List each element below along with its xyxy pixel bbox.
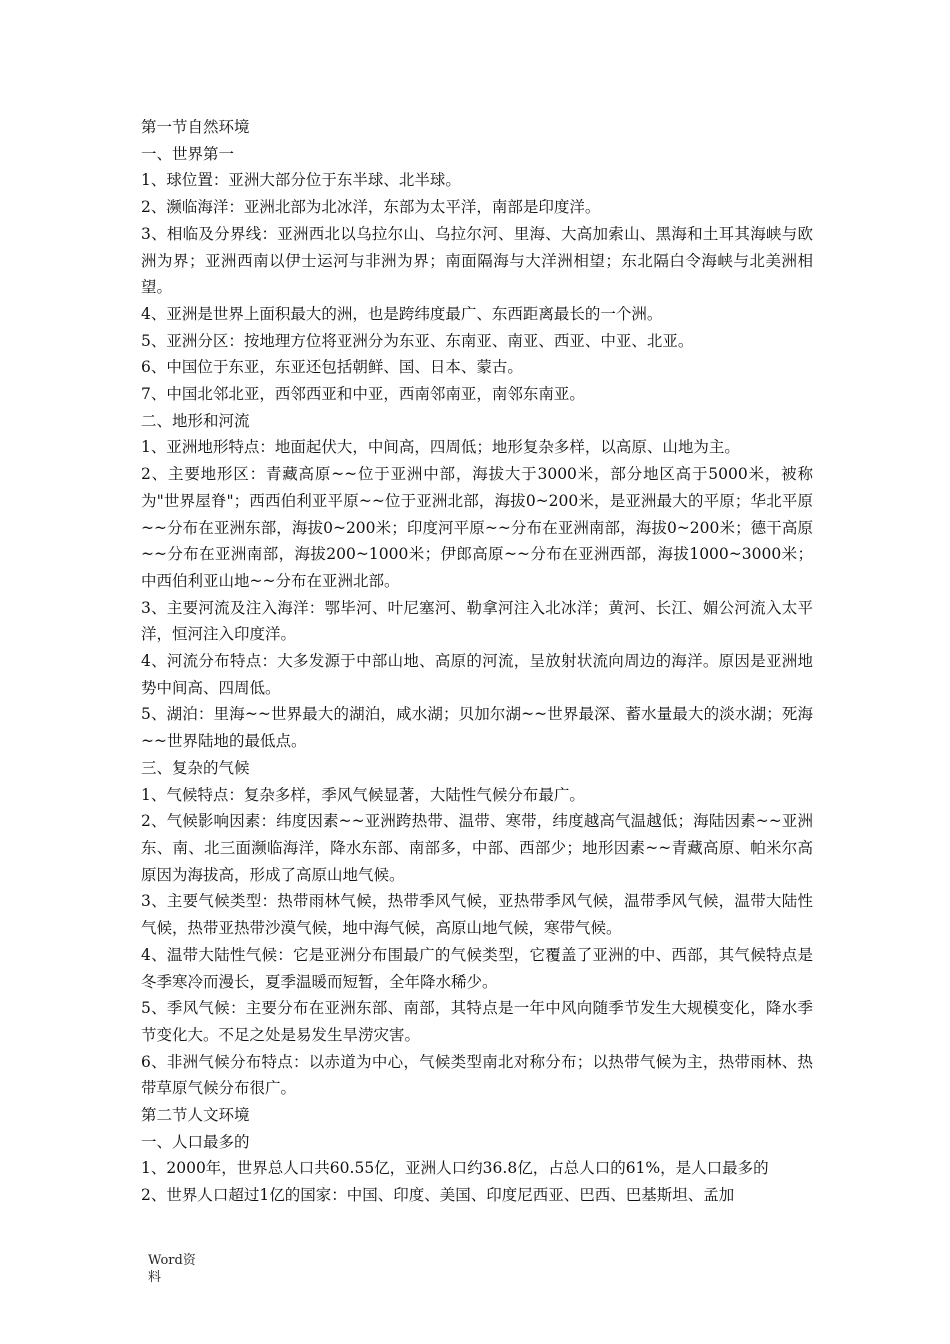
paragraph: 1、气候特点：复杂多样，季风气候显著，大陆性气候分布最广。 — [141, 785, 585, 804]
subsection-heading: 三、复杂的气候 — [141, 758, 250, 777]
paragraph: 5、季风气候：主要分布在亚洲东部、南部，其特点是一年中风向随季节发生大规模变化，降水季节变化大。不足之处是易发生旱涝灾害。 — [141, 999, 813, 1044]
paragraph: 3、主要河流及注入海洋：鄂毕河、叶尼塞河、勒拿河注入北冰洋；黄河、长江、媚公河流入太平洋，恒河注入印度洋。 — [141, 598, 813, 644]
paragraph: 6、中国位于东亚，东亚还包括朝鲜、国、日本、蒙古。 — [141, 358, 523, 377]
paragraph: 3、相临及分界线：亚洲西北以乌拉尔山、乌拉尔河、里海、大高加索山、黑海和土耳其海峡与欧洲为界；亚洲西南以伊士运河与非洲为界；南面隔海与大洋洲相望；东北隔白令海峡与北美洲相望。 — [141, 224, 813, 297]
paragraph: 1、2000年，世界总人口共60.55亿，亚洲人口约36.8亿，占总人口的61%，是人口最多的 — [141, 1159, 769, 1178]
section-title: 第一节自然环境 — [141, 118, 250, 136]
paragraph: 1、亚洲地形特点：地面起伏大，中间高，四周低；地形复杂多样，以高原、山地为主。 — [141, 438, 740, 457]
paragraph: 3、主要气候类型：热带雨林气候，热带季风气候，亚热带季风气候，温带季风气候，温带大陆性气候，热带亚热带沙漠气候，地中海气候，高原山地气候，寒带气候。 — [141, 892, 813, 938]
paragraph: 2、世界人口超过1亿的国家：中国、印度、美国、印度尼西亚、巴西、巴基斯坦、孟加 — [141, 1186, 735, 1205]
paragraph: 4、亚洲是世界上面积最大的洲，也是跨纬度最广、东西距离最长的一个洲。 — [141, 304, 663, 323]
document-body — [141, 114, 813, 1209]
section-title: 第二节人文环境 — [141, 1106, 250, 1125]
paragraph: 4、河流分布特点：大多发源于中部山地、高原的河流，呈放射状流向周边的海洋。原因是亚洲地势中间高、四周低。 — [141, 652, 813, 697]
subsection-heading: 一、人口最多的 — [141, 1132, 250, 1151]
paragraph: 6、非洲气候分布特点：以赤道为中心，气候类型南北对称分布；以热带气候为主，热带雨林、热带草原气候分布很广。 — [141, 1052, 813, 1098]
page-footer: Word资料 — [148, 1253, 196, 1285]
paragraph: 5、湖泊：里海~~世界最大的湖泊，咸水湖；贝加尔湖~~世界最深、蓄水量最大的淡水湖；死海~~世界陆地的最低点。 — [141, 705, 813, 751]
paragraph: 2、主要地形区：青藏高原~~位于亚洲中部，海拔大于3000米，部分地区高于5000米，被称为"世界屋脊"；西西伯利亚平原~~位于亚洲北部，海拔0~200米，是亚洲最大的平原；华北平原~~分布在亚洲东部，海拔0~200米；印度河平原~~分布在亚洲南部，海拔0~200米；德干高原~~分布在亚洲南部，海拔200~1000米；伊郎高原~~分布在亚洲西部，海拔1000~3000米；中西伯利亚山地~~分布在亚洲北部。 — [141, 465, 813, 590]
paragraph: 5、亚洲分区：按地理方位将亚洲分为东亚、东南亚、南亚、西亚、中亚、北亚。 — [141, 331, 694, 350]
paragraph: 2、气候影响因素：纬度因素~~亚洲跨热带、温带、寒带，纬度越高气温越低；海陆因素~~亚洲东、南、北三面濒临海洋，降水东部、南部多，中部、西部少；地形因素~~青藏高原、帕米尔高原因为海拔高，形成了高原山地气候。 — [141, 812, 813, 884]
paragraph: 1、球位置：亚洲大部分位于东半球、北半球。 — [141, 171, 461, 190]
subsection-heading: 一、世界第一 — [141, 144, 235, 163]
paragraph: 2、濒临海洋：亚洲北部为北冰洋，东部为太平洋，南部是印度洋。 — [141, 198, 601, 217]
subsection-heading: 二、地形和河流 — [141, 411, 250, 430]
paragraph: 4、温带大陆性气候：它是亚洲分布围最广的气候类型，它覆盖了亚洲的中、西部，其气候特点是冬季寒冷而漫长，夏季温暖而短暂，全年降水稀少。 — [141, 945, 813, 991]
paragraph: 7、中国北邻北亚，西邻西亚和中亚，西南邻南亚，南邻东南亚。 — [141, 385, 585, 404]
